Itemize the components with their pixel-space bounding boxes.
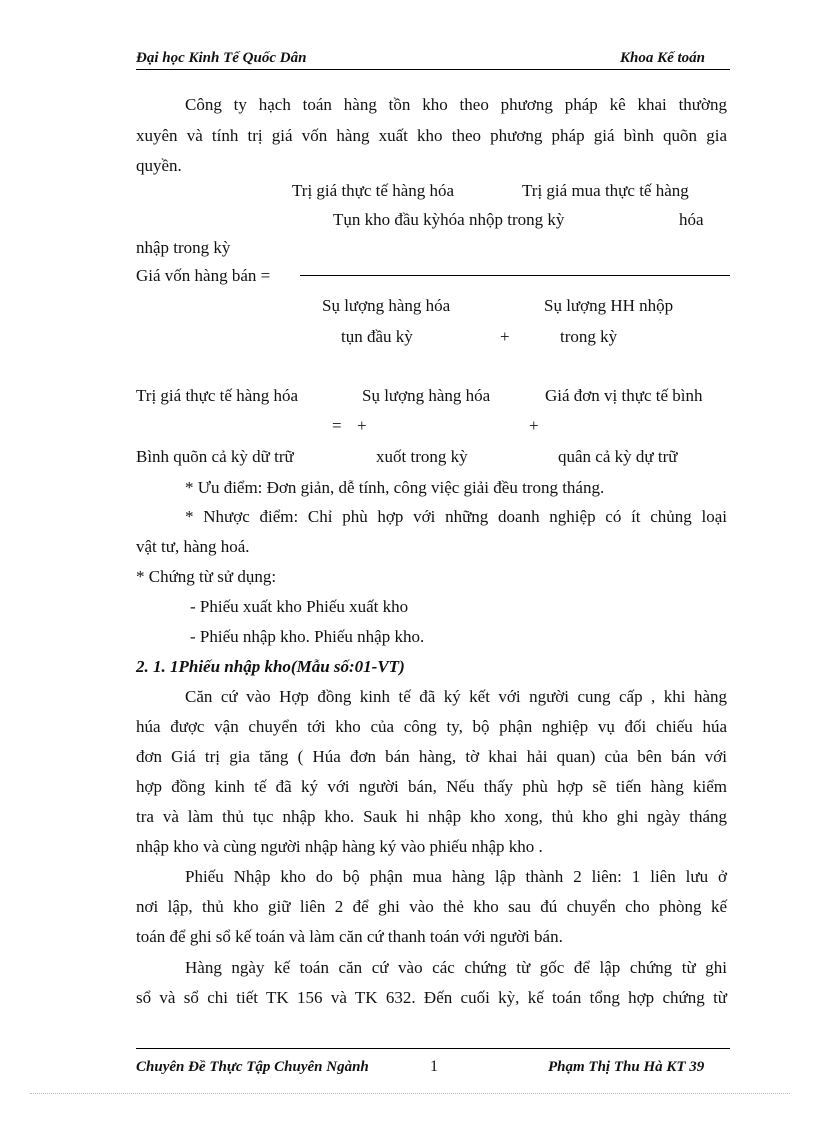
formula2-equals: = [332,416,342,435]
documents-item-1: - Phiếu xuất kho Phiếu xuất kho [190,597,409,616]
p1-line-6: nhập kho và cùng người nhập hàng ký vào phiếu nhập kho . [136,837,543,856]
formula1-numerator-line3: nhập trong kỳ [136,238,231,257]
formula1-numerator-a: Trị giá thực tế hàng hóa [292,181,455,200]
header-left: Đại học Kinh Tế Quốc Dân [136,50,307,66]
p2-line-2: nơi lập, thủ kho giữ liên 2 để ghi vào thẻ kho sau đú chuyển cho phòng kế [136,897,727,916]
footer-right: Phạm Thị Thu Hà KT 39 [548,1059,705,1075]
formula2-col3-line3: quân cả kỳ dự trữ [558,447,678,466]
formula2-plus-2: + [529,416,539,435]
formula1-denominator-a-line2: tụn đầu kỳ [341,327,413,346]
formula2-col1-line3: Bình quõn cả kỳ dữ trữ [136,447,294,466]
formula2-col2-line1: Sụ lượng hàng hóa [362,386,491,405]
footer-left: Chuyên Đề Thực Tập Chuyên Ngành [136,1059,369,1075]
formula1-denominator-b-line2: trong kỳ [560,327,618,346]
formula1-denominator-b: Sụ lượng HH nhộp [544,296,674,315]
p1-line-4: hợp đồng kinh tế đã ký với người bán, Nếu thấy phù hợp sẽ tiến hàng kiểm [136,777,727,796]
formula2-col2-line3: xuốt trong kỳ [376,447,468,466]
p1-line-1: Căn cứ vào Hợp đồng kinh tế đã ký kết với người cung cấp , khi hàng [185,687,727,706]
intro-line-2: xuyên và tính trị giá vốn hàng xuất kho theo phương pháp giá bình quõn gia [136,126,727,145]
header-right: Khoa Kế toán [620,50,706,66]
header-rule [136,69,730,70]
documents-item-2: - Phiếu nhập kho. Phiếu nhập kho. [190,627,425,646]
formula1-denominator-a: Sụ lượng hàng hóa [322,296,451,315]
p1-line-2: húa được vận chuyển tới kho của công ty, bộ phận nghiệp vụ đối chiếu húa [136,717,727,736]
formula2-col3-line1: Giá đơn vị thực tế bình [545,386,703,405]
section-heading: 2. 1. 1Phiếu nhập kho(Mẫu số:01-VT) [136,657,405,676]
page-bottom-dotted-line [30,1093,790,1094]
intro-line-3: quyền. [136,156,182,175]
page-number: 1 [430,1058,438,1075]
formula1-fraction-line [300,275,730,276]
formula2-plus-1: + [357,416,367,435]
p3-line-2: sổ và sổ chi tiết TK 156 và TK 632. Đến cuối kỳ, kế toán tổng hợp chứng từ [136,988,727,1007]
cons-line-1: * Nhược điểm: Chỉ phù hợp với những doanh nghiệp có ít chủng loại [185,507,727,526]
formula1-lhs: Giá vốn hàng bán = [136,266,271,285]
formula1-numerator-line2-right: hóa [679,210,704,229]
p3-line-1: Hàng ngày kế toán căn cứ vào các chứng từ gốc để lập chứng từ ghi [185,958,727,977]
formula1-numerator-line2: Tụn kho đầu kỳhóa nhộp trong kỳ [333,210,565,229]
pros-line: * Ưu điểm: Đơn giản, dễ tính, công việc giải đều trong tháng. [185,478,605,497]
formula2-col1-line1: Trị giá thực tế hàng hóa [136,386,299,405]
footer-rule [136,1048,730,1049]
formula1-plus: + [500,327,510,346]
intro-line-1: Công ty hạch toán hàng tồn kho theo phương pháp kê khai thường [185,95,727,114]
p2-line-3: toán để ghi sổ kế toán và làm căn cứ thanh toán với người bán. [136,927,563,946]
p1-line-5: tra và làm thủ tục nhập kho. Sauk hi nhập kho xong, thủ kho ghi ngày tháng [136,807,727,826]
cons-line-2: vật tư, hàng hoá. [136,537,250,556]
p2-line-1: Phiếu Nhập kho do bộ phận mua hàng lập thành 2 liên: 1 liên lưu ở [185,867,727,886]
documents-heading: * Chứng từ sử dụng: [136,567,277,586]
formula1-numerator-b: Trị giá mua thực tế hàng [522,181,689,200]
p1-line-3: đơn Giá trị gia tăng ( Húa đơn bán hàng, tờ khai hải quan) của bên bán với [136,747,727,766]
